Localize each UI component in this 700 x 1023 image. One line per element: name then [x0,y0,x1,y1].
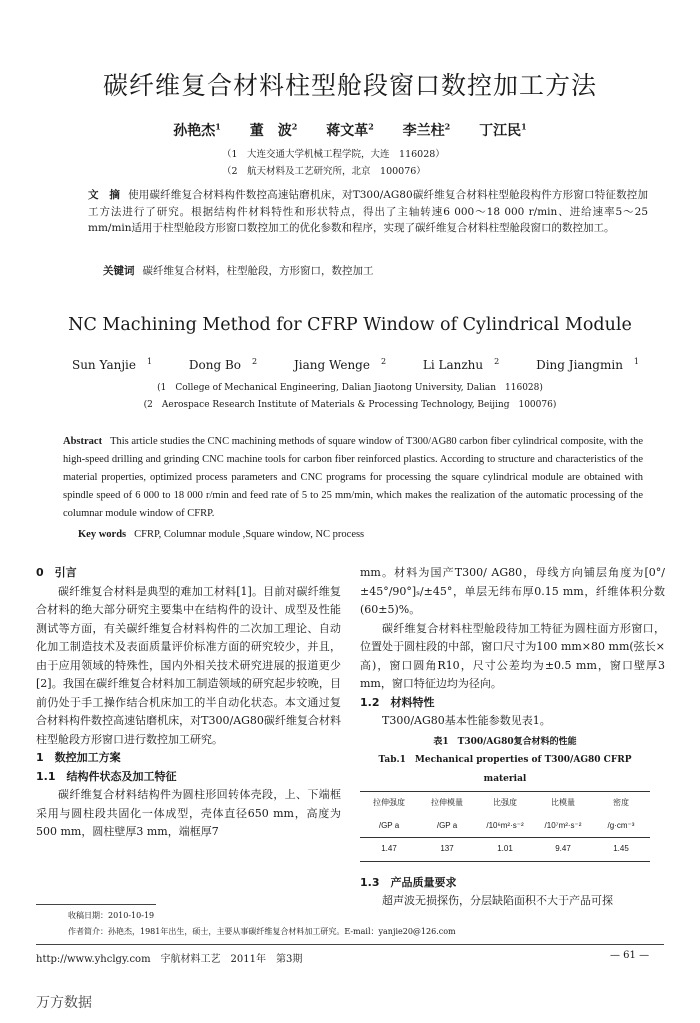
abstract-en-label: Abstract [63,436,103,447]
abstract-cn [88,187,648,237]
page-number: — 61 — [610,950,650,961]
table-caption-cn: 表1 T300/AG80复合材料的性能 [433,736,577,747]
footnote-author: 作者简介：孙艳杰，1981年出生，硕士，主要从事碳纤维复合材料加工研究。E-mail：yanjie20@126.com [68,927,456,936]
author-en: Li Lanzhu $^2$ [422,357,500,372]
table-caption-en: Tab.1 Mechanical properties of T300/AG80 CFRP material [378,755,632,784]
authors-en [0,357,700,372]
property-table [360,791,650,862]
keywords-en-label: Key words [78,529,127,540]
table-row: 1.47 137 1.01 9.47 1.45 [381,844,629,853]
left-column [36,564,341,842]
keywords-cn-label: 关键词 [103,265,135,277]
author-cn: 董 波$^2$ [249,121,298,139]
author-en: Sun Yanjie $^1$ [71,357,153,372]
footnote-rule [36,904,156,905]
table-body [360,792,650,837]
affiliation-en-2: (2 Aerospace Research Institute of Materials & Processing Technology, Beijing 100076) [143,400,557,410]
affiliation-cn-1: （1 大连交通大学机械工程学院，大连 116028） [222,149,445,160]
quality-paragraph: 超声波无损探伤，分层缺陷面积不大于产品可探 [382,894,613,907]
table-unit-row: /GP a /GP a /10⁶m²·s⁻² /10⁷m²·s⁻² /g·cm⁻³ [378,820,635,830]
subsection-heading-1-2: 1.2 材料特性 [360,695,435,709]
keywords-cn [103,263,374,278]
author-cn: 丁江民$^1$ [479,121,527,139]
abstract-en [63,433,643,523]
author-en: Ding Jiangmin $^1$ [536,357,640,372]
abstract-en-text: This article studies the CNC machining methods of square window of T300/AG80 carbon fiber cylindrical composite, with the high-speed drilling and grinding CNC machine tools for carbon fiber reinforced plastics. According to structure and characteristics of the material properties, optimized process parameters and CNC programs for processing the square cylindrical module are obtained with spindle speed of 6 000 to 18 000 r/min and feed rate of 5 to 25 mm/min, which makes the realization of the automatic processing of the columnar module window of CFRP. [63,436,643,519]
footer-journal: http://www.yhclgy.com 宇航材料工艺 2011年 第3期 [36,954,303,965]
table-header-row: 拉伸强度 拉伸模量 比强度 比模量 密度 [373,798,629,807]
footer-rule [36,944,664,945]
abstract-cn-label: 文 摘 [88,189,121,201]
footnote-received: 收稿日期：2010-10-19 [68,911,155,920]
section-heading-0: 0 引言 [36,566,77,579]
author-en: Dong Bo $^2$ [188,357,258,372]
author-cn: 李兰柱$^2$ [402,121,451,139]
affiliation-cn-2: （2 航天材料及工艺研究所，北京 100076） [222,166,426,177]
right-column [360,564,665,911]
keywords-en [78,526,658,544]
keywords-en-text: CFRP, Columnar module ,Square window, NC process [134,529,365,540]
abstract-cn-text: 使用碳纤维复合材料构件数控高速钻磨机床，对T300/AG80碳纤维复合材料柱型舱段构件方形窗口特征数控加工方法进行了研究。根据结构件材料特性和形状特点，得出了主轴转速6 000～18 000 r/min、进给速率5～25 mm/min适用于柱型舱段方形窗口数控加工的优化参数和程序，实现了碳纤维复合材料柱型舱段窗口的数控加工。 [88,189,648,234]
subsection-heading-1-1: 1.1 结构件状态及加工特征 [36,769,177,783]
keywords-cn-text: 碳纤维复合材料，柱型舱段，方形窗口，数控加工 [142,265,374,277]
subsection-heading-1-3: 1.3 产品质量要求 [360,875,457,889]
material-paragraph: mm。材料为国产T300/ AG80，母线方向铺层角度为[0°/±45°/90°]ₛ/±45°，单层无纬布厚0.15 mm，纤维体积分数(60±5)%。 [360,566,665,616]
section-heading-1: 1 数控加工方案 [36,751,121,764]
structure-paragraph: 碳纤维复合材料结构件为圆柱形回转体壳段，上、下端框采用与圆柱段共固化一体成型，壳体直径650 mm，高度为500 mm，圆柱壁厚3 mm，端框厚7 [36,788,341,838]
intro-paragraph: 碳纤维复合材料是典型的难加工材料[1]。目前对碳纤维复合材料的绝大部分研究主要集中在结构件的设计、成型及性能测试等方面，有关碳纤维复合材料构件的二次加工理论、自动化加工制造技术及表面质量评价标准方面的研究较少，并且，由于应用领域的特殊性，国内外相关技术研究进展的报道更少[2]。我国在碳纤维复合材料加工制造领域的研究起步较晚，目前仍处于手工操作结合机床加工的半自动化状态。本文通过复合材料构件数控高速钻磨机床，对T300/AG80碳纤维复合材料柱型舱段方形窗口进行数控加工研究。 [36,584,341,746]
author-cn: 孙艳杰$^1$ [173,121,221,139]
watermark: 万方数据 [36,995,92,1011]
window-paragraph: 碳纤维复合材料柱型舱段待加工特征为圆柱面方形窗口，位置处于圆柱段的中部，窗口尺寸为100 mm×80 mm(弦长×高)，窗口圆角R10，尺寸公差均为±0.5 mm，窗口壁厚3 mm，窗口特征边均为径向。 [360,621,665,690]
property-paragraph: T300/AG80基本性能参数见表1。 [382,714,551,727]
title-en: NC Machining Method for CFRP Window of Cylindrical Module [68,315,632,335]
authors-cn [0,120,700,140]
author-en: Jiang Wenge $^2$ [293,357,387,372]
affiliation-en-1: (1 College of Mechanical Engineering, Dalian Jiaotong University, Dalian 116028) [157,383,543,393]
title-cn: 碳纤维复合材料柱型舱段窗口数控加工方法 [102,71,597,100]
author-cn: 蒋文革$^2$ [326,121,374,139]
